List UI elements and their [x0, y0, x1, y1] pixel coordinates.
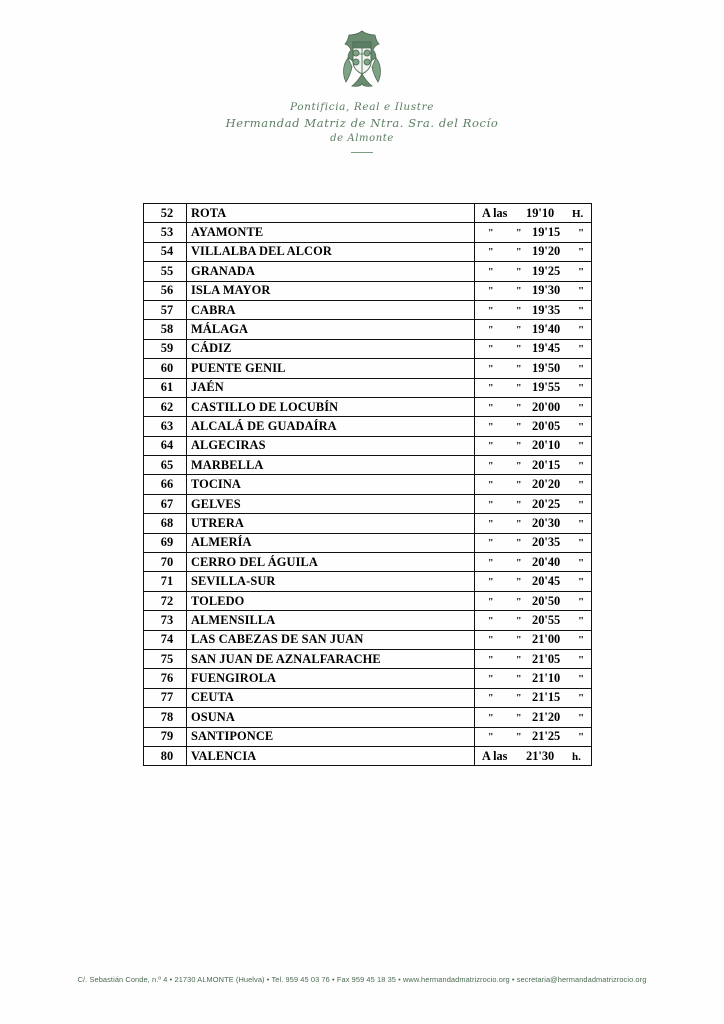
row-time-prefix: " ": [488, 383, 532, 395]
row-time-cell: [475, 688, 592, 707]
row-time-prefix: " ": [488, 344, 532, 356]
row-place-name: ALMERÍA: [187, 533, 475, 552]
row-time-value: 21'15: [532, 690, 561, 705]
row-time-value: 21'10: [532, 671, 561, 686]
row-time-prefix: " ": [488, 499, 532, 511]
table-row: [144, 436, 592, 455]
footer-contact-line: C/. Sebastián Conde, n.º 4 • 21730 ALMONTE (Huelva) • Tel. 959 45 03 76 • Fax 959 45 18 35 • www.hermandadmatrizrocio.org • secretaria@hermandadmatrizrocio.org: [77, 975, 647, 984]
row-place-name: SANTIPONCE: [187, 727, 475, 746]
row-number: 69: [144, 533, 187, 552]
row-number: 74: [144, 630, 187, 649]
table-row: [144, 727, 592, 746]
row-time-value: 20'25: [532, 496, 561, 511]
table-row: [144, 708, 592, 727]
table-row: [144, 339, 592, 358]
row-number: 76: [144, 669, 187, 688]
row-time-value: 20'00: [532, 399, 561, 414]
row-time-suffix: ": [578, 343, 585, 356]
table-row: [144, 649, 592, 668]
letterhead-line-2: Hermandad Matriz de Ntra. Sra. del Rocío: [225, 116, 499, 131]
row-time-prefix: " ": [488, 480, 532, 492]
table-row: [144, 378, 592, 397]
row-time-value: 19'30: [532, 283, 561, 298]
row-time-suffix: ": [578, 731, 585, 744]
row-time-suffix: ": [578, 517, 585, 530]
table-row: [144, 359, 592, 378]
row-time-suffix: ": [578, 227, 585, 240]
row-time-suffix: ": [578, 556, 585, 569]
row-place-name: MÁLAGA: [187, 320, 475, 339]
row-time-cell: [475, 630, 592, 649]
row-time-prefix: " ": [488, 615, 532, 627]
table-row: [144, 669, 592, 688]
row-number: 58: [144, 320, 187, 339]
row-number: 61: [144, 378, 187, 397]
row-time-prefix: A las: [482, 748, 508, 763]
row-time-value: 19'35: [532, 302, 561, 317]
row-place-name: GELVES: [187, 494, 475, 513]
row-number: 65: [144, 456, 187, 475]
row-time-cell: [475, 553, 592, 572]
table-row: [144, 223, 592, 242]
schedule-table: [143, 203, 592, 766]
letterhead-line-3: de Almonte: [330, 132, 394, 144]
letterhead-line-1: Pontificia, Real e Ilustre: [289, 101, 435, 113]
row-time-suffix: ": [578, 537, 585, 550]
table-row: [144, 533, 592, 552]
row-place-name: ROTA: [187, 204, 475, 223]
row-place-name: VILLALBA DEL ALCOR: [187, 242, 475, 261]
row-place-name: ALMENSILLA: [187, 611, 475, 630]
row-place-name: UTRERA: [187, 514, 475, 533]
row-time-cell: [475, 223, 592, 242]
row-time-suffix: ": [578, 459, 585, 472]
row-time-value: 19'25: [532, 263, 561, 278]
row-time-prefix: " ": [488, 557, 532, 569]
row-number: 59: [144, 339, 187, 358]
row-time-suffix: ": [578, 614, 585, 627]
row-time-prefix: " ": [488, 654, 532, 666]
row-time-suffix: ": [578, 653, 585, 666]
row-time-value: 20'05: [532, 418, 561, 433]
row-time-suffix: ": [578, 285, 585, 298]
row-time-prefix: " ": [488, 460, 532, 472]
row-time-cell: [475, 591, 592, 610]
row-number: 77: [144, 688, 187, 707]
table-row: [144, 572, 592, 591]
row-time-suffix: H.: [572, 207, 584, 220]
table-row: [144, 688, 592, 707]
row-place-name: ALGECIRAS: [187, 436, 475, 455]
row-time-cell: [475, 262, 592, 281]
row-time-prefix: " ": [488, 693, 532, 705]
row-time-value: 21'30: [526, 748, 555, 763]
row-time-suffix: ": [578, 440, 585, 453]
row-time-value: 20'55: [532, 612, 561, 627]
row-time-prefix: " ": [488, 286, 532, 298]
row-number: 80: [144, 746, 187, 765]
row-place-name: MARBELLA: [187, 456, 475, 475]
table-row: [144, 262, 592, 281]
row-time-prefix: " ": [488, 441, 532, 453]
row-time-value: 20'45: [532, 574, 561, 589]
row-time-value: 20'50: [532, 593, 561, 608]
row-number: 68: [144, 514, 187, 533]
row-time-value: 19'45: [532, 341, 561, 356]
row-place-name: PUENTE GENIL: [187, 359, 475, 378]
table-row: [144, 746, 592, 765]
row-time-cell: [475, 456, 592, 475]
row-number: 70: [144, 553, 187, 572]
row-time-suffix: ": [578, 401, 585, 414]
row-place-name: LAS CABEZAS DE SAN JUAN: [187, 630, 475, 649]
row-time-suffix: ": [578, 498, 585, 511]
row-time-prefix: " ": [488, 363, 532, 375]
table-row: [144, 553, 592, 572]
row-time-suffix: ": [578, 576, 585, 589]
row-time-suffix: ": [578, 362, 585, 375]
schedule-table-container: [143, 203, 585, 766]
row-time-suffix: h.: [572, 750, 581, 763]
row-number: 72: [144, 591, 187, 610]
row-place-name: ALCALÁ DE GUADAÍRA: [187, 417, 475, 436]
row-place-name: VALENCIA: [187, 746, 475, 765]
row-time-cell: [475, 359, 592, 378]
row-time-prefix: " ": [488, 518, 532, 530]
row-time-value: 19'50: [532, 360, 561, 375]
row-number: 66: [144, 475, 187, 494]
row-place-name: AYAMONTE: [187, 223, 475, 242]
letterhead-divider: [351, 152, 373, 153]
row-number: 60: [144, 359, 187, 378]
row-place-name: TOLEDO: [187, 591, 475, 610]
letterhead: [0, 28, 724, 153]
table-row: [144, 514, 592, 533]
row-time-cell: [475, 514, 592, 533]
row-number: 78: [144, 708, 187, 727]
row-time-prefix: " ": [488, 421, 532, 433]
heraldic-crest-icon: [339, 28, 385, 90]
row-time-value: 21'05: [532, 651, 561, 666]
row-time-cell: [475, 649, 592, 668]
row-time-value: 20'10: [532, 438, 561, 453]
row-time-cell: [475, 281, 592, 300]
row-time-cell: [475, 320, 592, 339]
table-row: [144, 494, 592, 513]
row-time-cell: [475, 417, 592, 436]
row-number: 57: [144, 300, 187, 319]
row-time-suffix: ": [578, 634, 585, 647]
row-time-cell: [475, 533, 592, 552]
row-place-name: SEVILLA-SUR: [187, 572, 475, 591]
row-number: 79: [144, 727, 187, 746]
row-time-suffix: ": [578, 711, 585, 724]
row-place-name: TOCINA: [187, 475, 475, 494]
row-time-prefix: " ": [488, 266, 532, 278]
row-time-cell: [475, 572, 592, 591]
row-place-name: JAÉN: [187, 378, 475, 397]
row-time-suffix: ": [578, 692, 585, 705]
row-time-suffix: ": [578, 382, 585, 395]
table-row: [144, 630, 592, 649]
row-time-value: 19'40: [532, 322, 561, 337]
row-time-value: 20'30: [532, 515, 561, 530]
row-number: 56: [144, 281, 187, 300]
row-number: 54: [144, 242, 187, 261]
row-time-cell: [475, 242, 592, 261]
row-time-value: 19'20: [532, 244, 561, 259]
row-time-cell: [475, 300, 592, 319]
row-place-name: CERRO DEL ÁGUILA: [187, 553, 475, 572]
row-number: 64: [144, 436, 187, 455]
row-number: 63: [144, 417, 187, 436]
row-place-name: CÁDIZ: [187, 339, 475, 358]
row-time-prefix: " ": [488, 712, 532, 724]
table-row: [144, 397, 592, 416]
row-time-prefix: " ": [488, 228, 532, 240]
row-time-cell: [475, 669, 592, 688]
row-time-suffix: ": [578, 304, 585, 317]
table-row: [144, 456, 592, 475]
row-number: 53: [144, 223, 187, 242]
row-time-prefix: " ": [488, 247, 532, 259]
row-time-prefix: " ": [488, 674, 532, 686]
row-time-cell: [475, 339, 592, 358]
row-time-suffix: ": [578, 595, 585, 608]
row-number: 75: [144, 649, 187, 668]
row-number: 71: [144, 572, 187, 591]
row-place-name: CABRA: [187, 300, 475, 319]
row-time-cell: [475, 475, 592, 494]
row-time-suffix: ": [578, 673, 585, 686]
row-time-cell: [475, 746, 592, 765]
row-time-value: 20'15: [532, 457, 561, 472]
row-place-name: OSUNA: [187, 708, 475, 727]
row-time-value: 20'40: [532, 554, 561, 569]
row-place-name: ISLA MAYOR: [187, 281, 475, 300]
row-time-cell: [475, 611, 592, 630]
row-place-name: GRANADA: [187, 262, 475, 281]
row-time-value: 19'15: [532, 225, 561, 240]
table-row: [144, 281, 592, 300]
row-time-prefix: " ": [488, 732, 532, 744]
row-time-value: 21'20: [532, 709, 561, 724]
row-time-cell: [475, 378, 592, 397]
row-time-prefix: " ": [488, 325, 532, 337]
row-time-prefix: " ": [488, 596, 532, 608]
row-time-value: 19'55: [532, 380, 561, 395]
row-place-name: SAN JUAN DE AZNALFARACHE: [187, 649, 475, 668]
row-time-suffix: ": [578, 265, 585, 278]
row-time-suffix: ": [578, 324, 585, 337]
row-number: 67: [144, 494, 187, 513]
row-time-prefix: A las: [482, 205, 508, 220]
row-time-value: 21'00: [532, 632, 561, 647]
row-number: 62: [144, 397, 187, 416]
table-row: [144, 242, 592, 261]
table-row: [144, 417, 592, 436]
row-time-cell: [475, 727, 592, 746]
row-place-name: FUENGIROLA: [187, 669, 475, 688]
row-time-cell: [475, 204, 592, 223]
row-time-prefix: " ": [488, 635, 532, 647]
row-time-suffix: ": [578, 246, 585, 259]
table-row: [144, 204, 592, 223]
row-time-prefix: " ": [488, 305, 532, 317]
row-time-suffix: ": [578, 420, 585, 433]
row-time-value: 19'10: [526, 205, 555, 220]
table-row: [144, 320, 592, 339]
row-time-cell: [475, 708, 592, 727]
row-time-cell: [475, 397, 592, 416]
row-time-value: 20'20: [532, 477, 561, 492]
table-row: [144, 300, 592, 319]
table-row: [144, 475, 592, 494]
row-number: 73: [144, 611, 187, 630]
row-time-value: 20'35: [532, 535, 561, 550]
row-time-value: 21'25: [532, 729, 561, 744]
row-time-prefix: " ": [488, 402, 532, 414]
row-place-name: CEUTA: [187, 688, 475, 707]
row-time-suffix: ": [578, 479, 585, 492]
row-time-cell: [475, 436, 592, 455]
table-row: [144, 591, 592, 610]
row-time-prefix: " ": [488, 577, 532, 589]
row-time-cell: [475, 494, 592, 513]
row-place-name: CASTILLO DE LOCUBÍN: [187, 397, 475, 416]
table-row: [144, 611, 592, 630]
row-time-prefix: " ": [488, 538, 532, 550]
row-number: 52: [144, 204, 187, 223]
row-number: 55: [144, 262, 187, 281]
